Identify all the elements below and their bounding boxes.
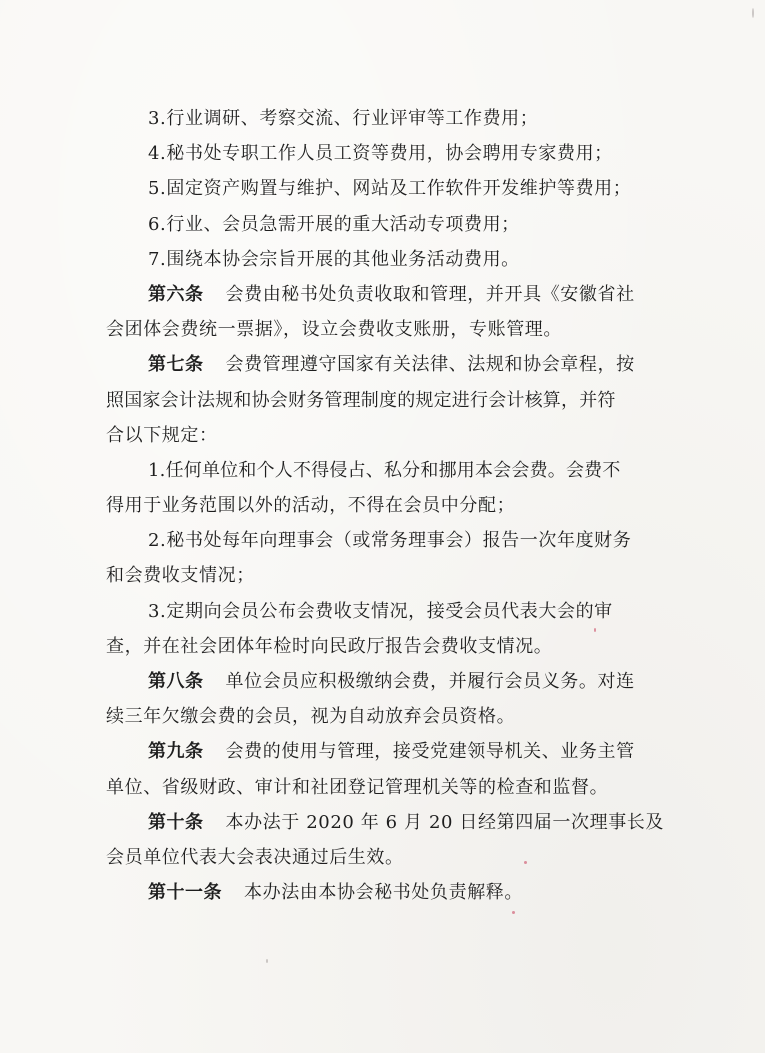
article-9-label: 第九条: [148, 741, 204, 763]
article-8-line-2: 续三年欠缴会费的会员，视为自动放弃会员资格。: [106, 706, 516, 728]
list-item: 4.秘书处专职工作人员工资等费用，协会聘用专家费用；: [148, 143, 613, 165]
list-item: 3.行业调研、考察交流、行业评审等工作费用；: [148, 108, 539, 129]
scan-speck: [594, 628, 596, 632]
article-7-label: 第七条: [148, 354, 204, 376]
scan-speck: [524, 861, 527, 864]
article-6-line-2: 会团体会费统一票据》，设立会费收支账册，专账管理。: [106, 319, 562, 341]
article-10-text: 本办法于 2020 年 6 月 20 日经第四届一次理事长及: [225, 811, 664, 833]
article-10-line-1: [106, 805, 666, 840]
article-8-label: 第八条: [148, 671, 204, 692]
list-item: 7.围绕本协会宗旨开展的其他业务活动费用。: [148, 248, 520, 270]
article-8-line-1: [106, 664, 666, 699]
article-8-text: 单位会员应积极缴纳会费，并履行会员义务。对连: [225, 671, 635, 692]
article-10-label: 第十条: [148, 811, 204, 833]
article-6-line-1: [106, 277, 666, 312]
article-7-item-3-line-2: 查，并在社会团体年检时向民政厅报告会费收支情况。: [106, 635, 553, 657]
article-7-item-2-line-1: 2.秘书处每年向理事会（或常务理事会）报告一次年度财务: [148, 530, 632, 552]
article-11-line-1: [106, 875, 666, 910]
scan-speck: [512, 911, 515, 914]
article-7-text: 会费管理遵守国家有关法律、法规和协会章程，按: [225, 354, 635, 376]
article-7-line-2: 照国家会计法规和协会财务管理制度的规定进行会计核算，并符: [106, 389, 616, 411]
article-9-text: 会费的使用与管理，接受党建领导机关、业务主管: [225, 741, 635, 763]
article-9-line-1: [106, 734, 666, 769]
article-11-text: 本办法由本协会秘书处负责解释。: [244, 882, 523, 904]
article-6-label: 第六条: [148, 283, 204, 305]
article-7-item-1-line-2: 得用于业务范围以外的活动，不得在会员中分配；: [106, 495, 516, 517]
scan-speck: [266, 959, 268, 963]
article-6-text: 会费由秘书处负责收取和管理，并开具《安徽省社: [225, 283, 635, 305]
scan-speck: [752, 8, 754, 18]
article-7-line-3: 合以下规定：: [106, 424, 218, 446]
article-7-item-1-line-1: 1.任何单位和个人不得侵占、私分和挪用本会会费。会费不: [148, 459, 621, 481]
article-11-label: 第十一条: [148, 882, 222, 904]
article-9-line-2: 单位、省级财政、审计和社团登记管理机关等的检查和监督。: [106, 776, 609, 798]
article-7-item-2-line-2: 和会费收支情况；: [106, 565, 255, 587]
list-item: 6.行业、会员急需开展的重大活动专项费用；: [148, 213, 520, 235]
list-item: 5.固定资产购置与维护、网站及工作软件开发维护等费用；: [148, 178, 632, 200]
article-7-item-3-line-1: 3.定期向会员公布会费收支情况，接受会员代表大会的审: [148, 600, 613, 622]
document-body: [106, 101, 666, 910]
article-7-line-1: [106, 347, 666, 382]
article-10-line-2: 会员单位代表大会表决通过后生效。: [106, 846, 404, 868]
